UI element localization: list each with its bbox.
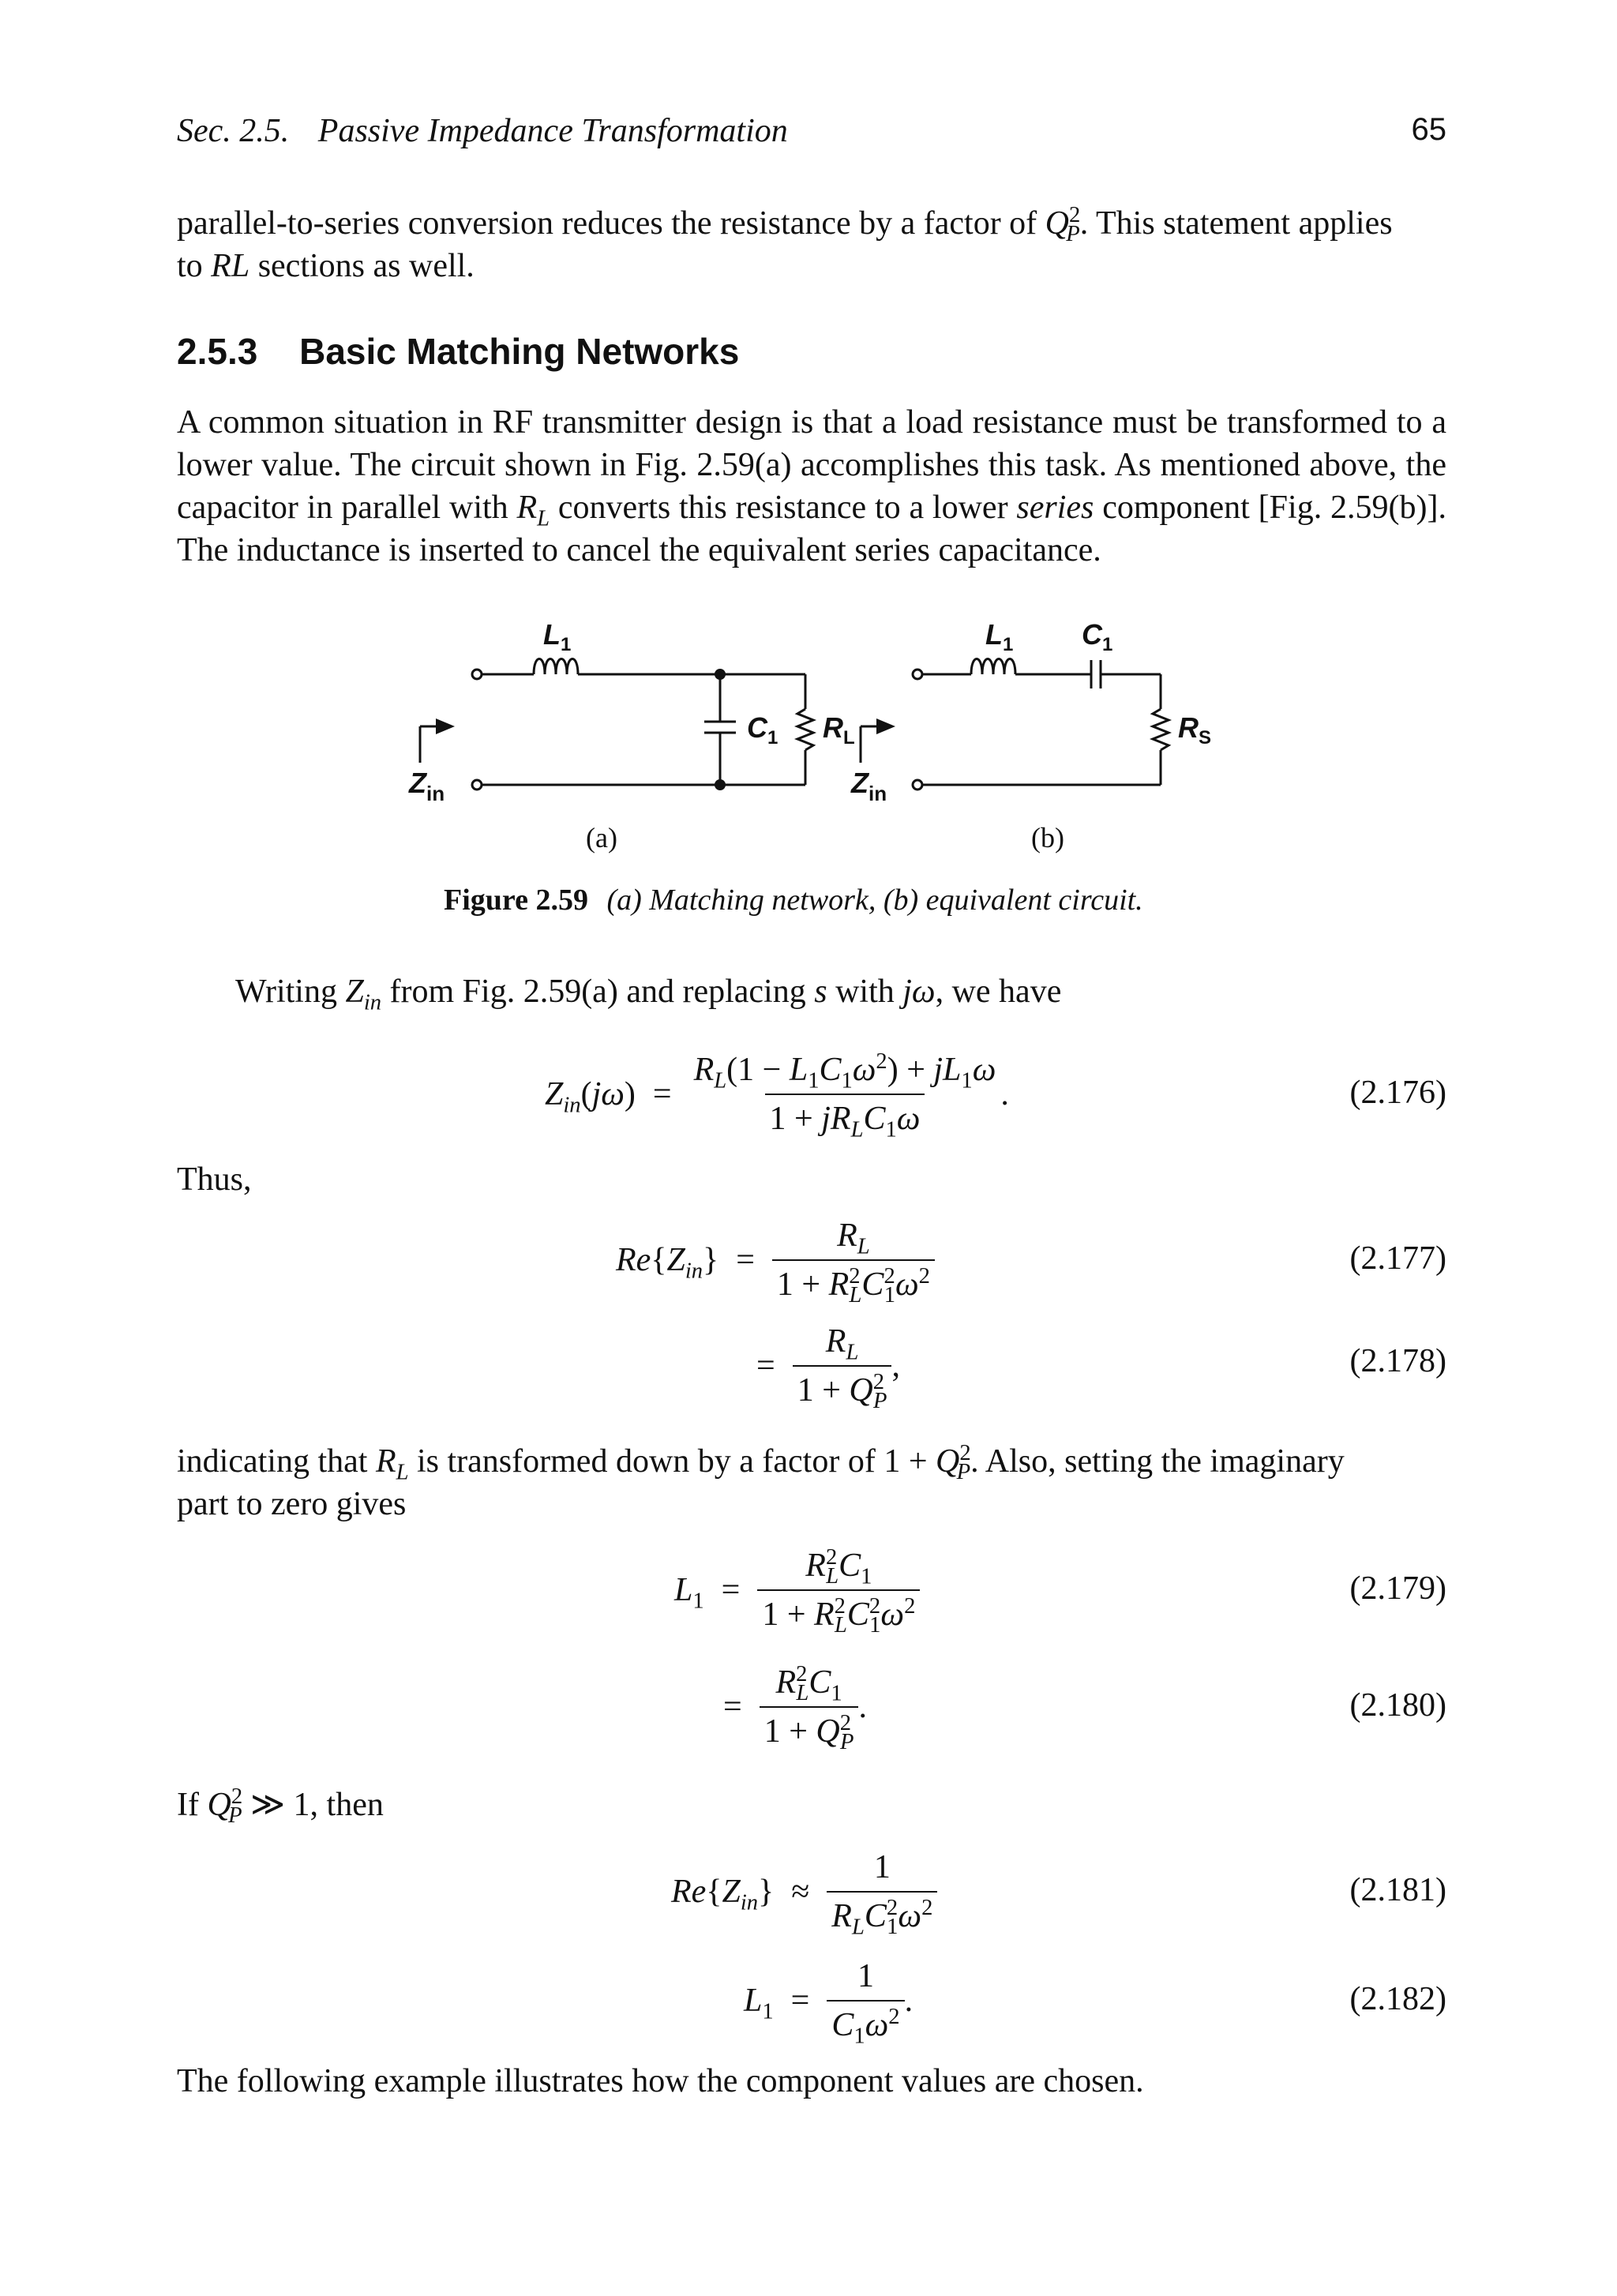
section-heading	[177, 330, 739, 373]
label-a-R: $R_L$	[823, 711, 855, 748]
equation-2-176: $Z_{in}(j\omega)$ = $\frac{R_L(1 - L_1C_1\omega^2) + jL_1\omega}{1 + jR_LC_1\omega}$ .	[545, 1049, 1009, 1142]
page-number: 65	[1411, 112, 1446, 147]
paragraph-3: Writing $Z_{in}$ from Fig. 2.59(a) and replacing s with jω, we have	[235, 974, 1062, 1015]
figure-label-a: (a)	[586, 822, 617, 853]
equation-2-179: $L_1$ = $\frac{R^2_LC_1}{1 + R^2_LC^2_1\omega^2}$	[674, 1535, 920, 1645]
equation-2-177: $Re\{Z_{in}\}$ = $\frac{R_L}{1 + R^2_LC^2_1\omega^2}$	[616, 1208, 935, 1312]
equation-number-2-180: (2.180)	[1349, 1687, 1446, 1724]
equation-number-2-178: (2.178)	[1349, 1343, 1446, 1379]
figure-label-b: (b)	[1031, 822, 1064, 853]
paragraph-5: If $Q^2_P$ ≫ 1, then	[177, 1784, 384, 1829]
figure-2-59-circuits	[379, 608, 1295, 821]
caption-text: (a) Matching network, (b) equivalent circuit.	[606, 884, 1143, 917]
label-b-C: $C_1$	[1082, 618, 1113, 655]
section-number: 2.5.3	[177, 331, 258, 372]
label-b-Z: $Z_{in}$	[851, 767, 887, 805]
label-a-Z: $Z_{in}$	[409, 767, 445, 805]
equation-2-181: $Re\{Z_{in}\}$ ≈ $\frac{1}{R_LC^2_1\omega^2}$	[671, 1840, 937, 1944]
running-header	[177, 112, 788, 150]
section-title: Basic Matching Networks	[299, 331, 740, 372]
header-section: Sec. 2.5.	[177, 113, 290, 149]
label-b-L: $L_1$	[985, 618, 1014, 655]
label-a-C: $C_1$	[747, 711, 778, 748]
equation-number-2-176: (2.176)	[1349, 1075, 1446, 1111]
equation-number-2-181: (2.181)	[1349, 1872, 1446, 1908]
equation-2-180: = $\frac{R^2_LC_1}{1 + Q^2_P}$ .	[723, 1662, 867, 1755]
figure-caption	[444, 883, 1143, 917]
paragraph-6: The following example illustrates how the component values are chosen.	[177, 2063, 1144, 2099]
thus-text: Thus,	[177, 1161, 252, 1198]
caption-label: Figure 2.59	[444, 884, 588, 917]
header-title: Passive Impedance Transformation	[317, 113, 788, 149]
equation-2-182: $L_1$ = $\frac{1}{C_1\omega^2}$ .	[744, 1958, 914, 2049]
label-b-R: $R_S$	[1178, 711, 1212, 748]
equation-number-2-182: (2.182)	[1349, 1981, 1446, 2017]
paragraph-1: parallel-to-series conversion reduces the resistance by a factor of $Q^2_P$. This statement applies to RL sections as well.	[177, 203, 1393, 284]
paragraph-4: indicating that $R_L$ is transformed down by a factor of $1 + Q^2_P$. Also, setting the imaginary part to zero gives	[177, 1441, 1345, 1522]
label-a-L: $L_1$	[543, 618, 572, 655]
paragraph-2: A common situation in RF transmitter design is that a load resistance must be transformed to a lower value. The circuit shown in Fig. 2.59(a) accomplishes this task. As mentioned above, the capacitor in parallel with $R_L$ converts this resistance to a lower series component [Fig. 2.59(b)]. The inductance is inserted to cancel the equivalent series capacitance.	[177, 404, 1446, 568]
equation-number-2-177: (2.177)	[1349, 1240, 1446, 1277]
equation-2-178: = $\frac{R_L}{1 + Q^2_P}$ ,	[756, 1323, 900, 1414]
equation-number-2-179: (2.179)	[1349, 1570, 1446, 1607]
